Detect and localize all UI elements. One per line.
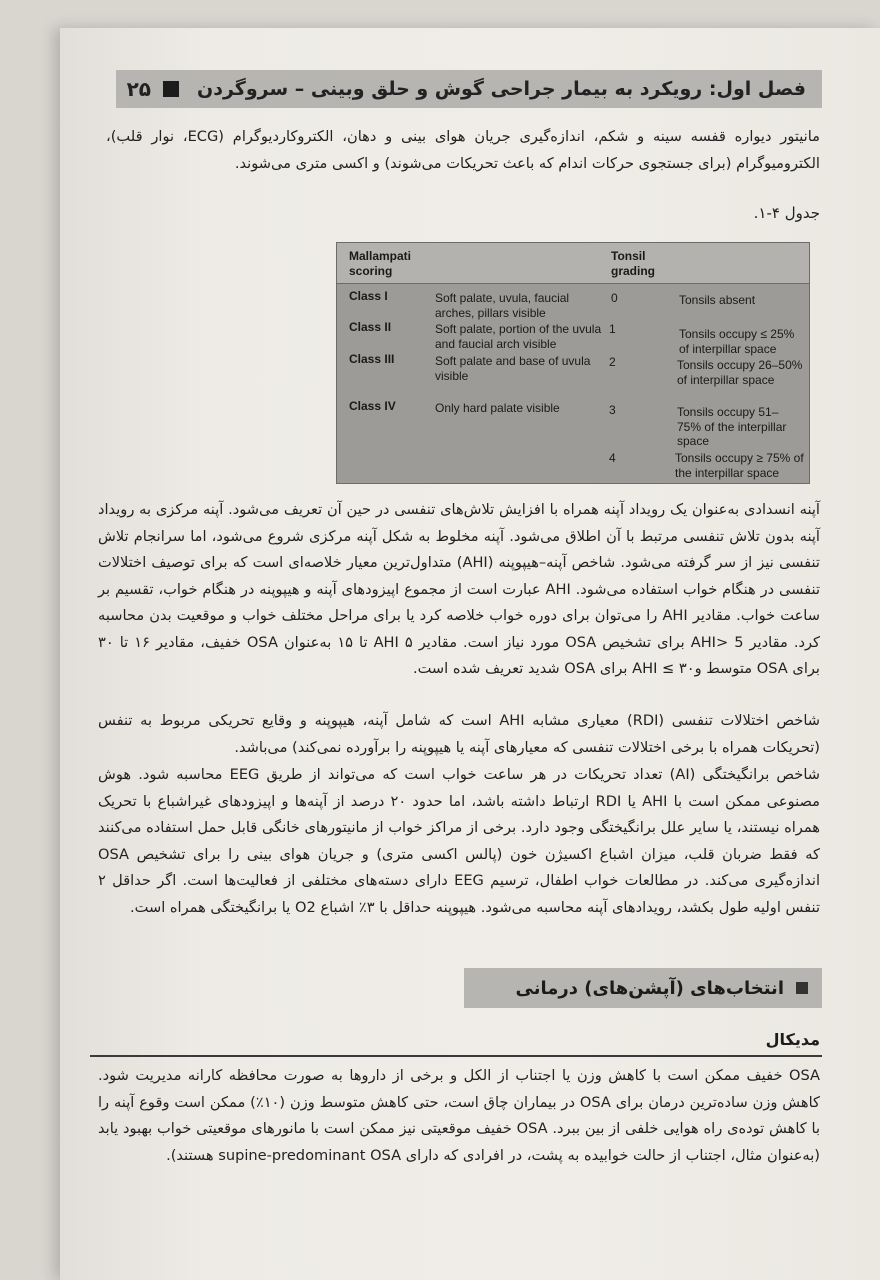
mallampati-class: Class IV [349,399,396,413]
section-title: انتخاب‌های (آپشن‌های) درمانی [515,977,784,999]
mallampati-description: Soft palate, portion of the uvula and faucial arch visible [435,322,602,351]
tonsil-description: Tonsils occupy ≥ 75% of the interpillar space [675,451,804,480]
rdi-paragraph: شاخص اختلالات تنفسی (RDI) معیاری مشابه AHI است که شامل آپنه، هیپوپنه و وقایع تحریکی مربوط به تنفس (تحریکات همراه با برخی اختلالات تنفسی که معیارهای آپنه یا هیپوپنه را برآورده نمی‌کند) می‌باشد. [98,712,820,756]
ai-paragraph: شاخص برانگیختگی (AI) تعداد تحریکات در هر ساعت خواب است که می‌تواند از طریق EEG محاسبه شود. هوش مصنوعی ممکن است با AHI یا RDI ارتباط داشته باشد، اما حدود ۲۰ درصد از آپنه‌ها و اپیزودهای غیراشباع با تحریک همراه نیستند، یا سایر علل برانگیختگی وجود دارد. برخی از مراکز خواب از مانیتورهای خانگی قابل حمل استفاده می‌کنند که فقط ضربان قلب، میزان اشباع اکسیژن خون (پالس اکسی متری) و جریان هوای بینی را برای تشخیص OSA اندازه‌گیری می‌کند. در مطالعات خواب اطفال، ترسیم EEG دارای دسته‌های مختلفی از فعالیت‌ها است. اگر حداقل ۲ تنفس اولیه طول بکشد، رویدادهای آپنه محاسبه می‌شود. هیپوپنه حداقل با ۳٪ اشباع O2 یا برانگیختگی همراه است. [98,766,821,916]
mallampati-tonsil-table [336,242,810,484]
tonsil-grade: 3 [609,403,616,417]
mallampati-description: Soft palate and base of uvula visible [435,354,591,383]
tonsil-description: Tonsils absent [679,293,756,307]
mallampati-description: Soft palate, uvula, faucial arches, pillars visible [435,291,570,320]
mallampati-description: Only hard palate visible [435,401,560,415]
subsection-title: مدیکال [765,1030,820,1049]
header-tonsil: Tonsil grading [611,249,655,278]
header-square-icon [163,81,179,97]
apnea-paragraph: آپنه انسدادی به‌عنوان یک رویداد آپنه همراه با افزایش تلاش‌های تنفسی در حین آن تعریف می‌شود. آپنه مرکزی به رویداد آپنه بدون تلاش تنفسی مرتبط با آن اطلاق می‌شود. آپنه مخلوط به شکل آپنه مرکزی شروع می‌شود، اما سرانجام تلاش تنفسی نیز از سر گرفته می‌شود. شاخص آپنه–هیپوپنه (AHI) متداول‌ترین معیار خلاصه‌ای است که برای توصیف اختلالات تنفسی در هنگام خواب استفاده می‌شود. AHI عبارت است از مجموع اپیزودهای آپنه و هیپوپنه در هنگام خواب، تقسیم بر ساعت خواب. مقادیر AHI را می‌توان برای دوره خواب خلاصه کرد یا برای مراحل مختلف خواب و موقعیت بدن محاسبه کرد. مقادیر AHI> 5 برای تشخیص OSA مورد نیاز است. مقادیر AHI ۵ تا ۱۵ به‌عنوان OSA خفیف، مقادیر ۱۶ تا ۳۰ برای OSA متوسط وAHI ≤ ۳۰ برای OSA شدید تعریف شده است. [98,501,821,677]
tonsil-grade: 2 [609,355,616,369]
subsection-rule [90,1055,822,1057]
table-caption: جدول ۴-۱. [753,204,820,222]
tonsil-grade: 0 [611,291,618,305]
medical-paragraph: OSA خفیف ممکن است با کاهش وزن یا اجتناب از الکل و برخی از داروها به صورت محافظه کارانه مدیریت شود. کاهش وزن ساده‌ترین درمان برای OSA در بیماران چاق است، حتی کاهش متوسط وزن (۱۰٪) ممکن است وقوع آپنه را با کاهش توده‌ی راه هوایی خلفی از بین ببرد. OSA خفیف موقعیتی نیز ممکن است با مانورهای موقعیتی خواب بهبود یابد (به‌عنوان مثال، اجتناب از حالت خوابیده به پشت، در افرادی که دارای supine-predominant OSA هستند). [98,1067,821,1164]
intro-paragraph: مانیتور دیواره قفسه سینه و شکم، اندازه‌گیری جریان هوای بینی و دهان، الکتروکاردیوگرام (ECG، نوار قلب)، الکترومیوگرام (برای جستجوی حرکات اندام که باعث تحریکات می‌شوند) و اکسی متری می‌شوند. [106,128,821,172]
chapter-header [116,70,822,108]
chapter-title: فصل اول: رویکرد به بیمار جراحی گوش و حلق وبینی – سروگردن [197,78,806,100]
tonsil-grade: 1 [609,322,616,336]
mallampati-class: Class III [349,352,395,366]
section-header [464,968,822,1008]
mallampati-class: Class I [349,289,388,303]
page-number: ۲۵ [126,77,152,101]
tonsil-grade: 4 [609,451,616,465]
tonsil-description: Tonsils occupy 51–75% of the interpillar space [677,405,787,448]
tonsil-description: Tonsils occupy 26–50% of interpillar space [677,358,803,387]
mallampati-class: Class II [349,320,392,334]
section-square-icon [796,982,808,994]
tonsil-description: Tonsils occupy ≤ 25% of interpillar space [679,327,795,356]
header-mallampati: Mallampati scoring [349,249,412,278]
